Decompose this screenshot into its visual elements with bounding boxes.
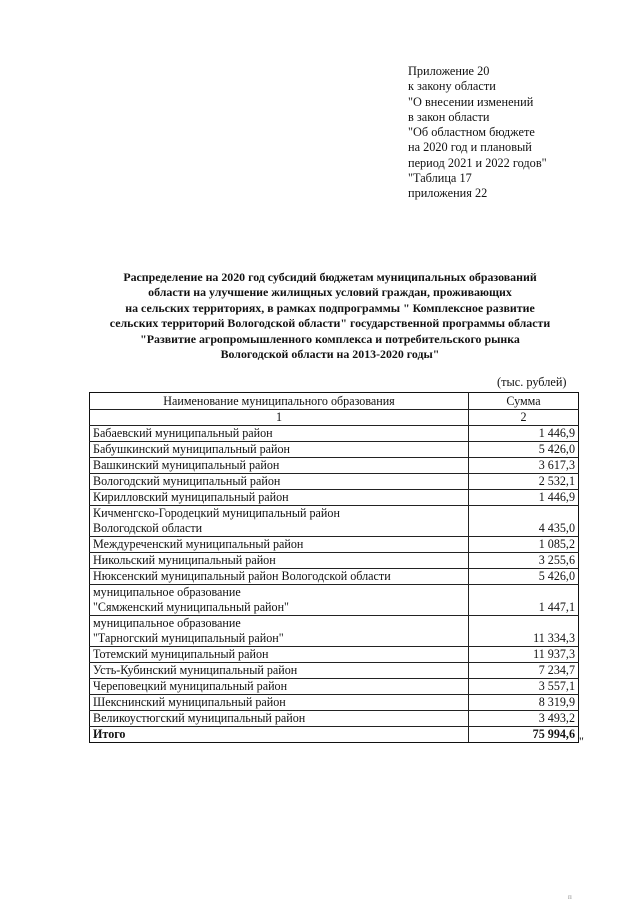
municipality-name-line: Бабушкинский муниципальный район [93,442,290,456]
municipality-name [90,490,469,506]
table-row [90,663,579,679]
table-row [90,537,579,553]
municipality-name [90,506,469,537]
subsidy-amount: 5 426,0 [469,569,579,585]
appendix-line: на 2020 год и плановый [408,140,532,155]
total-amount: 75 994,6 [469,727,579,743]
table-row [90,585,579,616]
municipality-name-line: Вологодской области [93,521,203,535]
municipality-name-line: муниципальное образование [93,616,241,630]
table-row [90,553,579,569]
municipality-name-line: "Сямженский муниципальный район" [93,600,289,614]
table-row [90,569,579,585]
municipality-name-line: "Тарногский муниципальный район" [93,631,284,645]
table-row [90,647,579,663]
municipality-name-line: Никольский муниципальный район [93,553,276,567]
document-title [80,270,580,362]
table-row [90,616,579,647]
subsidy-amount: 1 446,9 [469,490,579,506]
title-line: на сельских территориях, в рамках подпрограммы " Комплексное развитие [125,300,535,315]
subsidy-amount: 3 255,6 [469,553,579,569]
table-row [90,474,579,490]
table-row [90,442,579,458]
subsidy-amount: 1 447,1 [469,585,579,616]
title-line: Вологодской области на 2013-2020 годы" [220,347,440,362]
subsidy-amount: 3 557,1 [469,679,579,695]
title-line: Распределение на 2020 год субсидий бюджетам муниципальных образований [123,270,537,284]
municipality-name-line: Вашкинский муниципальный район [93,458,280,472]
table-header-row [90,393,579,410]
subsidy-amount: 5 426,0 [469,442,579,458]
municipality-name [90,569,469,585]
municipality-name [90,426,469,442]
appendix-line: в закон области [408,109,490,124]
municipality-name-line: Кирилловский муниципальный район [93,490,289,504]
municipality-name [90,647,469,663]
subsidy-amount: 1 446,9 [469,426,579,442]
municipality-name-line: Усть-Кубинский муниципальный район [93,663,298,677]
header-name: Наименование муниципального образования [90,393,469,410]
municipality-name [90,553,469,569]
municipality-name [90,679,469,695]
table-row [90,458,579,474]
table-row [90,695,579,711]
footer-mark: п [568,893,572,901]
header-sum: Сумма [469,393,579,410]
column-index-1: 1 [90,410,469,426]
total-label: Итого [90,727,469,743]
closing-quote: " [579,734,584,748]
column-index-2: 2 [469,410,579,426]
appendix-line: к закону области [408,79,496,94]
table-row [90,506,579,537]
subsidy-amount: 2 532,1 [469,474,579,490]
appendix-line: "О внесении изменений [408,94,534,109]
municipality-name [90,616,469,647]
appendix-line: приложения 22 [408,186,488,201]
table-row [90,426,579,442]
municipality-name-line: Междуреченский муниципальный район [93,537,304,551]
units-label: (тыс. рублей) [497,375,567,389]
municipality-name [90,585,469,616]
total-row [90,727,579,743]
subsidy-amount: 4 435,0 [469,506,579,537]
subsidy-amount: 3 493,2 [469,711,579,727]
municipality-name [90,442,469,458]
column-index-row [90,410,579,426]
title-line: "Развитие агропромышленного комплекса и потребительского рынка [140,331,520,346]
municipality-name-line: Тотемский муниципальный район [93,647,269,661]
municipality-name-line: Череповецкий муниципальный район [93,679,288,693]
subsidy-amount: 8 319,9 [469,695,579,711]
municipality-name [90,474,469,490]
table-row [90,679,579,695]
subsidy-amount: 11 334,3 [469,616,579,647]
municipality-name-line: Кичменгско-Городецкий муниципальный район [93,506,340,520]
appendix-line: "Об областном бюджете [408,125,535,140]
municipality-name [90,711,469,727]
municipality-name-line: Нюксенский муниципальный район Вологодской области [93,569,391,583]
municipality-name-line: Шекснинский муниципальный район [93,695,286,709]
municipality-name [90,458,469,474]
municipality-name-line: Вологодский муниципальный район [93,474,281,488]
subsidy-amount: 11 937,3 [469,647,579,663]
table-row [90,711,579,727]
title-line: сельских территорий Вологодской области" государственной программы области [109,316,551,331]
appendix-line: "Таблица 17 [408,171,472,186]
municipality-name-line: Великоустюгский муниципальный район [93,711,306,725]
table-row [90,490,579,506]
municipality-name-line: Бабаевский муниципальный район [93,426,273,440]
municipality-name [90,537,469,553]
subsidy-amount: 3 617,3 [469,458,579,474]
appendix-line: период 2021 и 2022 годов" [408,155,547,170]
municipality-name [90,695,469,711]
subsidy-table [89,392,579,743]
appendix-note [408,64,608,202]
appendix-line: Приложение 20 [408,64,490,78]
title-line: области на улучшение жилищных условий граждан, проживающих [148,285,512,300]
subsidy-amount: 1 085,2 [469,537,579,553]
municipality-name [90,663,469,679]
subsidy-amount: 7 234,7 [469,663,579,679]
municipality-name-line: муниципальное образование [93,585,241,599]
